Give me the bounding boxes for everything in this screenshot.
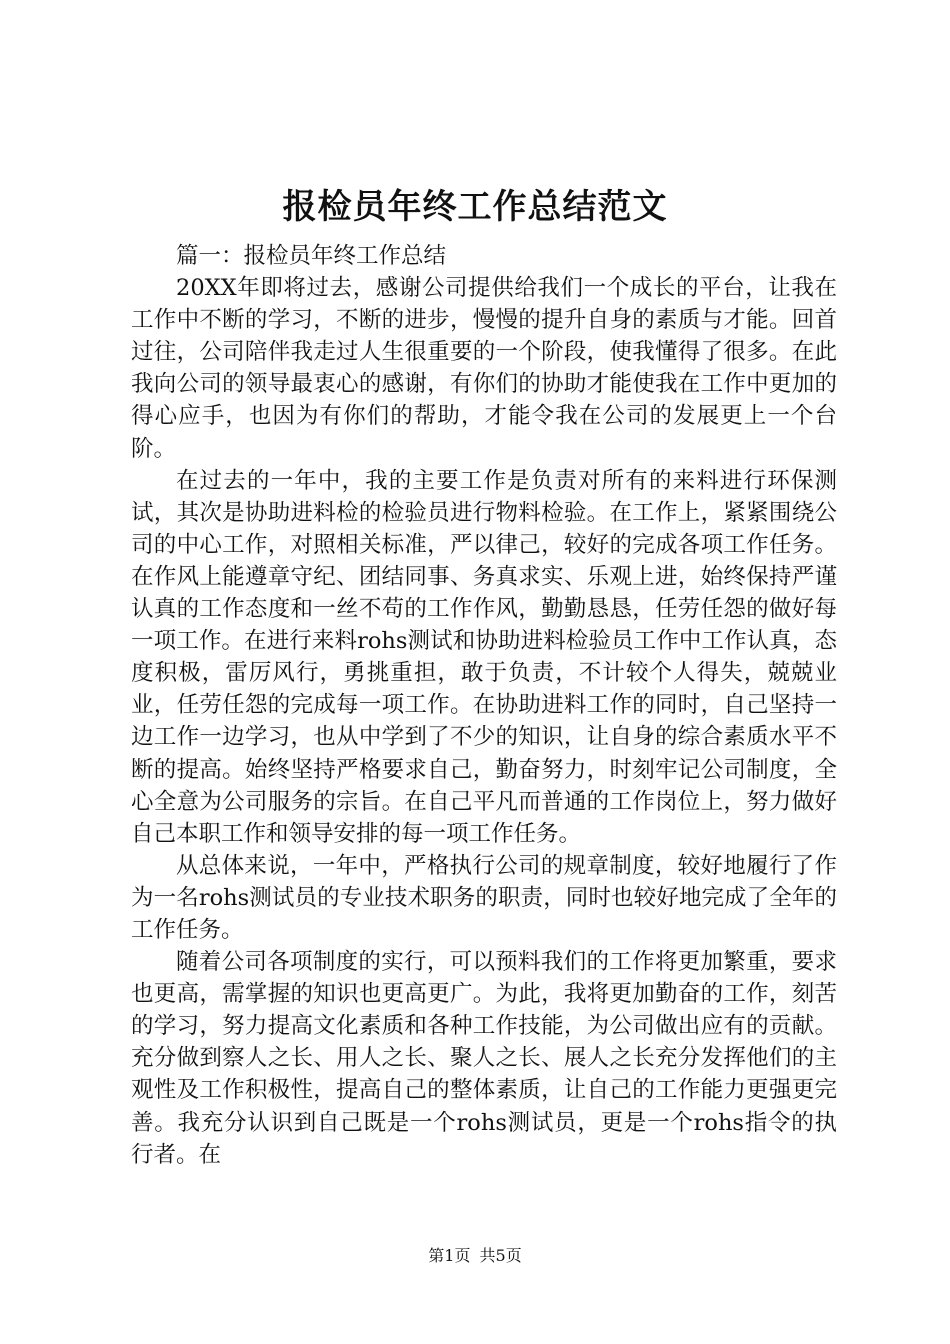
page-total: 共5页: [479, 1246, 522, 1265]
section-heading: 篇一：报检员年终工作总结: [176, 243, 447, 269]
document-body: [131, 240, 837, 1171]
body-paragraph: 从总体来说，一年中，严格执行公司的规章制度，较好地履行了作为一名rohs测试员的专业技术职务的职责，同时也较好地完成了全年的工作任务。: [131, 852, 837, 943]
body-paragraph: 在过去的一年中，我的主要工作是负责对所有的来料进行环保测试，其次是协助进料检的检验员进行物料检验。在工作上，紧紧围绕公司的中心工作，对照相关标准，严以律己，较好的完成各项工作任务。在作风上能遵章守纪、团结同事、务真求实、乐观上进，始终保持严谨认真的工作态度和一丝不苟的工作作风，勤勤恳恳，任劳任怨的做好每一项工作。在进行来料rohs测试和协助进料检验员工作中工作认真，态度积极，雷厉风行，勇挑重担，敢于负责，不计较个人得失，兢兢业业，任劳任怨的完成每一项工作。在协助进料工作的同时，自己坚持一边工作一边学习，也从中学到了不少的知识，让自身的综合素质水平不断的提高。始终坚持严格要求自己，勤奋努力，时刻牢记公司制度，全心全意为公司服务的宗旨。在自己平凡而普通的工作岗位上，努力做好自己本职工作和领导安排的每一项工作任务。: [131, 467, 837, 847]
page-footer: [0, 1244, 950, 1268]
body-paragraph: 20XX年即将过去，感谢公司提供给我们一个成长的平台，让我在工作中不断的学习，不断的进步，慢慢的提升自身的素质与才能。回首过往，公司陪伴我走过人生很重要的一个阶段，使我懂得了很多。在此我向公司的领导最衷心的感谢，有你们的协助才能使我在工作中更加的得心应手，也因为有你们的帮助，才能令我在公司的发展更上一个台阶。: [131, 275, 837, 462]
document-title: 报检员年终工作总结范文: [282, 187, 668, 227]
page-number: 第1页: [428, 1246, 471, 1265]
body-paragraph: 随着公司各项制度的实行，可以预料我们的工作将更加繁重，要求也更高，需掌握的知识也更高更广。为此，我将更加勤奋的工作，刻苦的学习，努力提高文化素质和各种工作技能，为公司做出应有的贡献。充分做到察人之长、用人之长、聚人之长、展人之长充分发挥他们的主观性及工作积极性，提高自己的整体素质，让自己的工作能力更强更完善。我充分认识到自己既是一个rohs测试员，更是一个rohs指令的执行者。在: [131, 949, 837, 1168]
